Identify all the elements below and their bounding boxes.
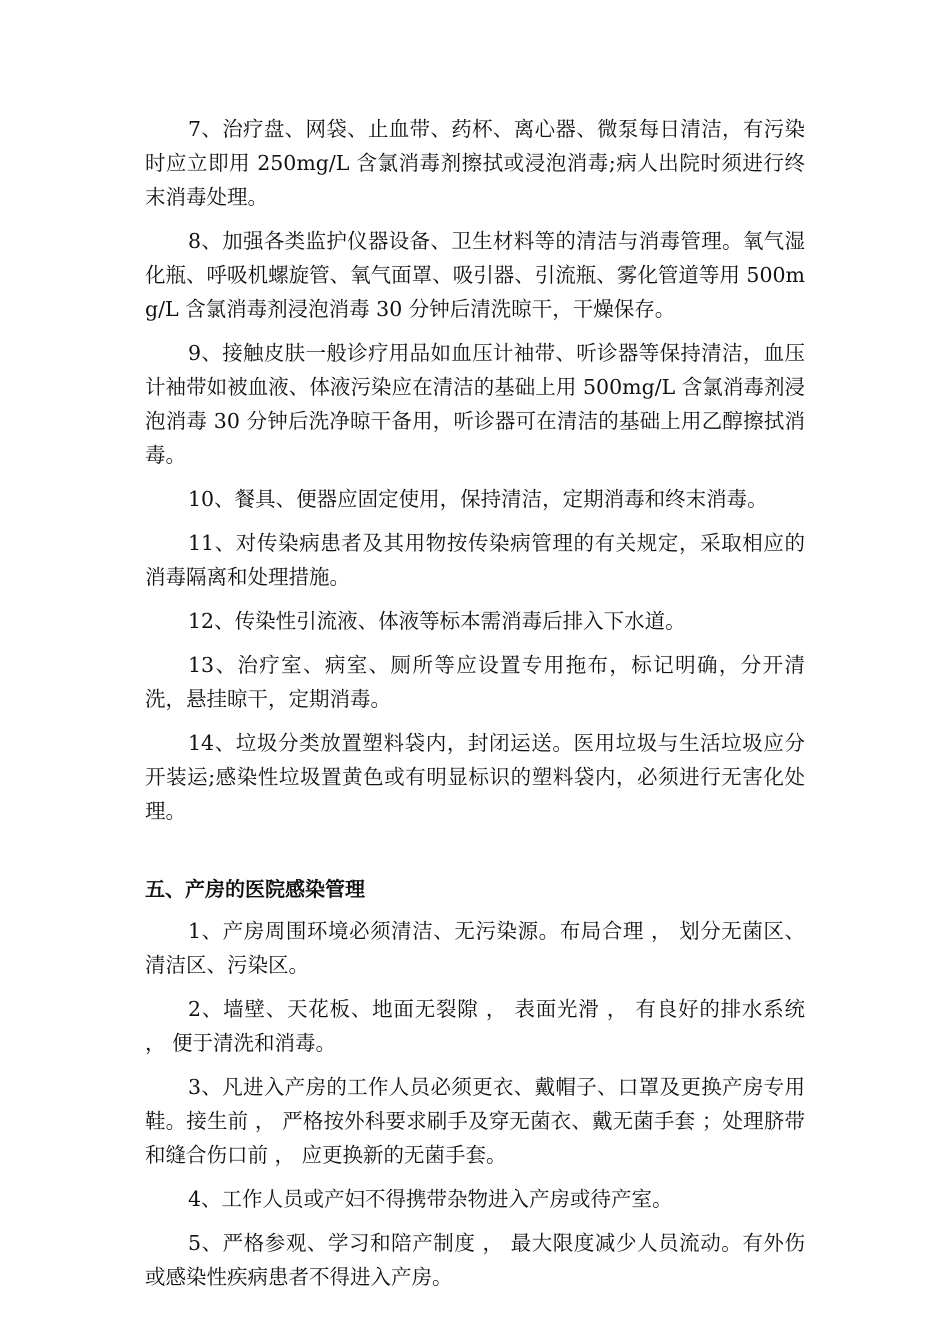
paragraph-item-12: 12、传染性引流液、体液等标本需消毒后排入下水道。 bbox=[188, 609, 686, 633]
paragraph-item-8: 8、加强各类监护仪器设备、卫生材料等的清洁与消毒管理。氧气湿化瓶、呼吸机螺旋管、氧气面罩、吸引器、引流瓶、雾化管道等用 500mg/L 含氯消毒剂浸泡消毒 30 分钟后清洗晾干，干燥保存。 bbox=[145, 229, 805, 321]
paragraph-item-3: 3、凡进入产房的工作人员必须更衣、戴帽子、口罩及更换产房专用鞋。接生前 ， 严格按外科要求刷手及穿无菌衣、戴无菌手套 ；处理脐带和缝合伤口前 ， 应更换新的无菌手套。 bbox=[145, 1075, 805, 1167]
paragraph-item-5: 5、严格参观、学习和陪产制度 ， 最大限度减少人员流动。有外伤或感染性疾病患者不得进入产房。 bbox=[145, 1231, 805, 1289]
paragraph-item-1: 1、产房周围环境必须清洁、无污染源。布局合理 ， 划分无菌区、清洁区、污染区。 bbox=[145, 919, 805, 977]
paragraph-item-11: 11、对传染病患者及其用物按传染病管理的有关规定，采取相应的消毒隔离和处理措施。 bbox=[145, 531, 805, 589]
paragraph-item-7: 7、治疗盘、网袋、止血带、药杯、离心器、微泵每日清洁，有污染时应立即用 250mg/L 含氯消毒剂擦拭或浸泡消毒;病人出院时须进行终末消毒处理。 bbox=[145, 117, 805, 209]
paragraph-item-4: 4、工作人员或产妇不得携带杂物进入产房或待产室。 bbox=[188, 1187, 673, 1211]
paragraph-item-2: 2、墙壁、天花板、地面无裂隙 ， 表面光滑 ， 有良好的排水系统 ， 便于清洗和消毒。 bbox=[145, 997, 805, 1055]
section-heading: 五、产房的医院感染管理 bbox=[145, 877, 365, 901]
document-body bbox=[145, 112, 805, 1304]
paragraph-item-10: 10、餐具、便器应固定使用，保持清洁，定期消毒和终末消毒。 bbox=[188, 487, 768, 511]
paragraph-item-13: 13、治疗室、病室、厕所等应设置专用拖布，标记明确，分开清洗，悬挂晾干，定期消毒。 bbox=[145, 653, 805, 711]
paragraph-item-9: 9、接触皮肤一般诊疗用品如血压计袖带、听诊器等保持清洁，血压计袖带如被血液、体液污染应在清洁的基础上用 500mg/L 含氯消毒剂浸泡消毒 30 分钟后洗净晾干备用，听诊器可在清洁的基础上用乙醇擦拭消毒。 bbox=[145, 341, 805, 467]
paragraph-item-14: 14、垃圾分类放置塑料袋内，封闭运送。医用垃圾与生活垃圾应分开装运;感染性垃圾置黄色或有明显标识的塑料袋内，必须进行无害化处理。 bbox=[145, 731, 805, 823]
